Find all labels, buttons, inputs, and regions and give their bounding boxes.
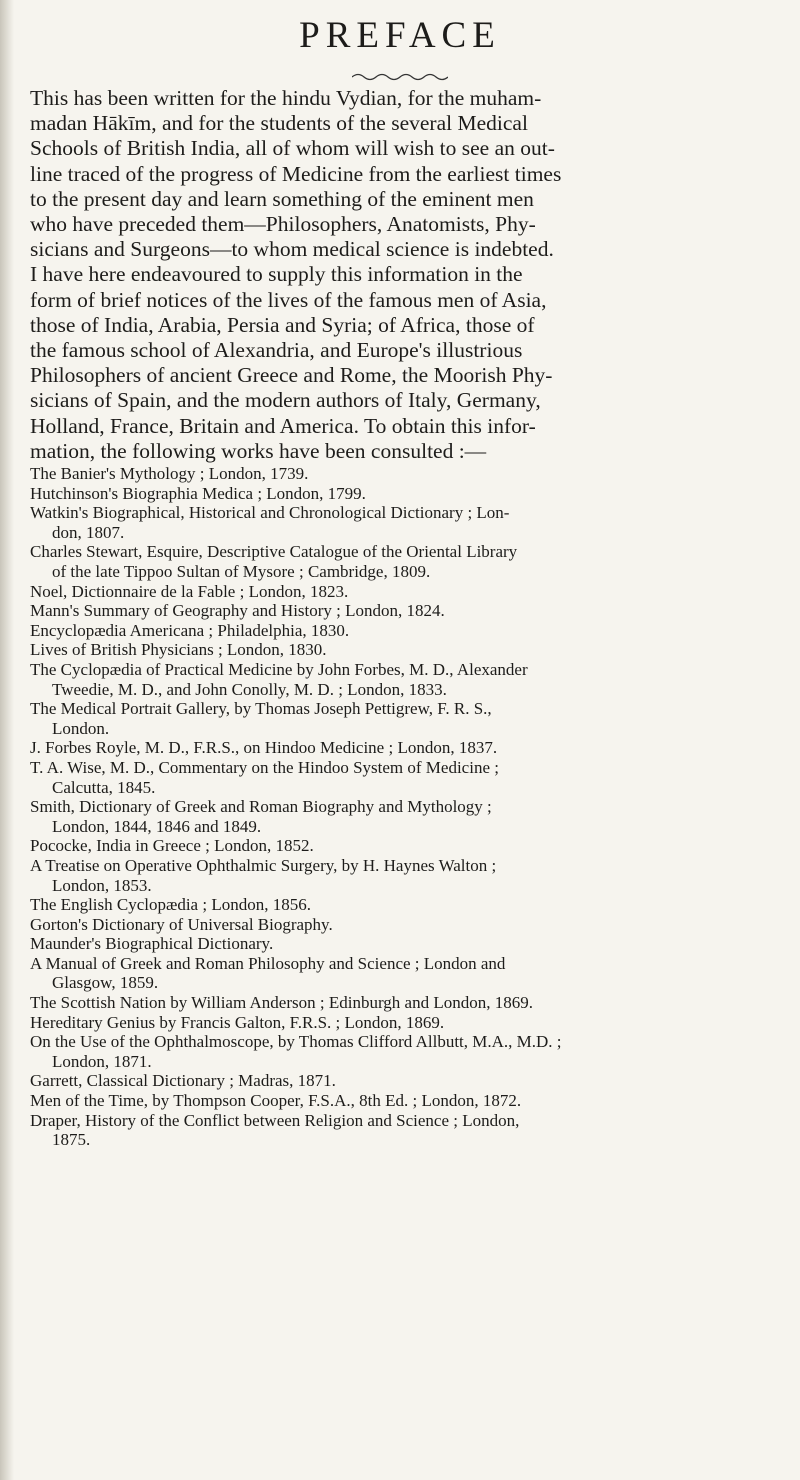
reference-line: Garrett, Classical Dictionary ; Madras, 1871.: [30, 1071, 336, 1091]
reference-line: Smith, Dictionary of Greek and Roman Biography and Mythology ;: [30, 797, 492, 817]
paragraph-line: sicians and Surgeons—to whom medical science is indebted.: [30, 237, 554, 262]
paragraph-line: line traced of the progress of Medicine from the earliest times: [30, 161, 562, 186]
reference-continuation-line: London.: [52, 718, 110, 738]
reference-entry: [30, 1013, 782, 1033]
reference-entry: [30, 993, 782, 1013]
reference-line: The Medical Portrait Gallery, by Thomas Joseph Pettigrew, F. R. S.,: [30, 699, 492, 719]
reference-entry: [30, 1111, 782, 1150]
reference-continuation-line: 1875.: [52, 1130, 91, 1150]
paragraph-line: the famous school of Alexandria, and Europe's illustrious: [30, 338, 523, 363]
reference-entry: [30, 503, 782, 542]
reference-line: Hutchinson's Biographia Medica ; London, 1799.: [30, 483, 366, 503]
reference-entry: [30, 1032, 782, 1071]
paragraph-line: Schools of British India, all of whom will wish to see an out-: [30, 136, 555, 161]
reference-entry: [30, 699, 782, 738]
consulted-works-list: [30, 464, 782, 1150]
reference-entry: [30, 660, 782, 699]
preface-body: [30, 86, 782, 1150]
reference-line: On the Use of the Ophthalmoscope, by Thomas Clifford Allbutt, M.A., M.D. ;: [30, 1032, 562, 1052]
reference-line: Watkin's Biographical, Historical and Chronological Dictionary ; Lon-: [30, 503, 510, 523]
reference-continuation-line: Tweedie, M. D., and John Conolly, M. D. ; London, 1833.: [52, 679, 447, 699]
reference-entry: [30, 640, 782, 660]
reference-entry: [30, 542, 782, 581]
paragraph-line: This has been written for the hindu Vydian, for the muham-: [30, 86, 542, 110]
page-gutter-shadow: [0, 0, 14, 1480]
reference-entry: [30, 856, 782, 895]
paragraph-line: who have preceded them—Philosophers, Anatomists, Phy-: [30, 212, 536, 237]
reference-entry: [30, 1071, 782, 1091]
paragraph-line: madan Hākīm, and for the students of the several Medical: [30, 111, 528, 136]
reference-line: Hereditary Genius by Francis Galton, F.R.S. ; London, 1869.: [30, 1012, 445, 1032]
reference-entry: [30, 915, 782, 935]
reference-line: A Treatise on Operative Ophthalmic Surgery, by H. Haynes Walton ;: [30, 855, 497, 875]
reference-entry: [30, 601, 782, 621]
reference-line: Pococke, India in Greece ; London, 1852.: [30, 836, 314, 856]
reference-entry: [30, 738, 782, 758]
paragraph-line: form of brief notices of the lives of the famous men of Asia,: [30, 287, 547, 312]
reference-continuation-line: don, 1807.: [52, 522, 125, 542]
reference-line: The English Cyclopædia ; London, 1856.: [30, 895, 311, 915]
reference-continuation-line: London, 1853.: [52, 875, 152, 895]
paragraph-line: those of India, Arabia, Persia and Syria; of Africa, those of: [30, 312, 535, 337]
reference-line: J. Forbes Royle, M. D., F.R.S., on Hindoo Medicine ; London, 1837.: [30, 738, 498, 758]
paragraph-line: Philosophers of ancient Greece and Rome, the Moorish Phy-: [30, 363, 553, 388]
reference-line: Mann's Summary of Geography and History ; London, 1824.: [30, 601, 445, 621]
reference-entry: [30, 1091, 782, 1111]
reference-continuation-line: London, 1871.: [52, 1051, 152, 1071]
reference-line: T. A. Wise, M. D., Commentary on the Hindoo System of Medicine ;: [30, 757, 499, 777]
preface-paragraph: [30, 86, 782, 464]
paragraph-line: to the present day and learn something of the eminent men: [30, 186, 534, 211]
reference-line: Gorton's Dictionary of Universal Biography.: [30, 914, 333, 934]
reference-line: Charles Stewart, Esquire, Descriptive Catalogue of the Oriental Library: [30, 542, 518, 562]
reference-line: Encyclopædia Americana ; Philadelphia, 1830.: [30, 620, 350, 640]
reference-line: Men of the Time, by Thompson Cooper, F.S.A., 8th Ed. ; London, 1872.: [30, 1091, 522, 1111]
reference-entry: [30, 954, 782, 993]
reference-entry: [30, 484, 782, 504]
reference-entry: [30, 582, 782, 602]
paragraph-line: Holland, France, Britain and America. To obtain this infor-: [30, 413, 536, 438]
reference-entry: [30, 464, 782, 484]
reference-entry: [30, 836, 782, 856]
reference-line: The Scottish Nation by William Anderson ; Edinburgh and London, 1869.: [30, 993, 533, 1013]
reference-entry: [30, 934, 782, 954]
reference-line: Maunder's Biographical Dictionary.: [30, 934, 274, 954]
reference-continuation-line: Calcutta, 1845.: [52, 777, 156, 797]
reference-entry: [30, 797, 782, 836]
title-ornament-rule: [352, 72, 448, 82]
reference-entry: [30, 758, 782, 797]
reference-continuation-line: London, 1844, 1846 and 1849.: [52, 816, 262, 836]
reference-line: Draper, History of the Conflict between Religion and Science ; London,: [30, 1110, 520, 1130]
paragraph-line: sicians of Spain, and the modern authors of Italy, Germany,: [30, 388, 541, 413]
reference-line: A Manual of Greek and Roman Philosophy and Science ; London and: [30, 953, 506, 973]
reference-line: Noel, Dictionnaire de la Fable ; London, 1823.: [30, 581, 349, 601]
reference-continuation-line: Glasgow, 1859.: [52, 973, 159, 993]
reference-continuation-line: of the late Tippoo Sultan of Mysore ; Cambridge, 1809.: [52, 562, 431, 582]
reference-line: Lives of British Physicians ; London, 1830.: [30, 640, 327, 660]
reference-entry: [30, 621, 782, 641]
reference-line: The Cyclopædia of Practical Medicine by John Forbes, M. D., Alexander: [30, 659, 528, 679]
reference-line: The Banier's Mythology ; London, 1739.: [30, 464, 309, 484]
page-title: PREFACE: [299, 15, 501, 56]
paragraph-line: I have here endeavoured to supply this information in the: [30, 262, 523, 287]
reference-entry: [30, 895, 782, 915]
paragraph-line: mation, the following works have been consulted :—: [30, 438, 487, 463]
